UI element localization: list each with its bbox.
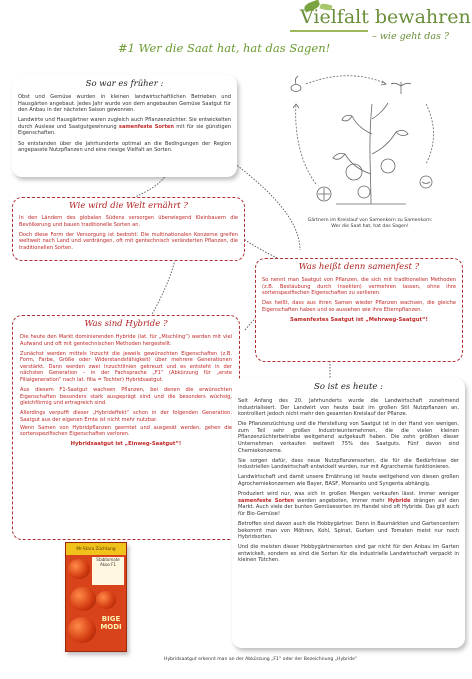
paragraph: Allerdings verpufft dieser „Hybrideffekt“ schon in der folgenden Generation. Saatgut aus der eigenen Ernte ist nicht mehr nutzbar. [20,410,232,424]
paragraph: Zunächst werden mittels Inzucht die jeweils gewünschten Eigenschaften (z.B. Form, Farbe, Größe oder Widerstandsfähigkeit) über mehrere Generationen verstärkt. Dann werden zwei Inzuchtlinien gekreuzt und es entsteht in der nächsten Generation – in der Fachsprache „F1“ (Abkürzung für „erste Filialgeneration“ nach lat. filia = Tochter) Hybridsaatgut. [20,350,232,384]
paragraph: In den Ländern des globalen Südens versorgen überwiegend Kleinbauern die Bevölkerung und bauen traditionelle Sorten an. [19,215,238,228]
brand-title: Vielfalt bewahren [300,6,471,28]
paragraph [18,117,231,137]
caption-line: Gärtnern im Kreislauf von Samenkorn zu Samenkorn: [307,218,433,223]
box-title: So ist es heute : [314,382,383,392]
illustration-caption [275,218,465,230]
packet-label: Stabtomate Akoo F1 [92,557,124,585]
paragraph: Aus diesem F1-Saatgut wachsen Pflanzen, bei denen die erwünschten Eigenschaften besonders stark ausgeprägt sind und die besonders wüchsig, gleichförmig und ertragreich sind. [20,387,232,407]
paragraph: Die heute den Markt dominierenden Hybride (lat. für „Mischling“) werden mit viel Aufwand und oft mit gentechnischen Methoden hergestellt. [20,334,232,347]
paragraph: So entstanden über die Jahrhunderte optimal an die Bedingungen der Region angepasste Nutzpflanzen und eine riesige Vielfalt an Sorten. [18,140,231,154]
paragraph: Betroffen sind davon auch die Hobbygärtner. Denn in Baumärkten und Gartencentern bekommt man von Möhren, Kohl, Spinat, Gurken und Tomaten meist nur noch Hybridsorten. [238,521,459,541]
paragraph [238,491,459,517]
box-was-sind-hybride [12,315,240,540]
paragraph: Doch diese Form der Versorgung ist bedroht: Die multinationalen Konzerne greifen weltweit nach Land und verdrängen, oft mit gentechnisch veränderten Pflanzen, die traditionellen Sorten. [19,231,238,251]
tomato-icon [96,591,116,609]
tomato-icon [70,587,96,611]
packet-brand-word: BIGE MODI [100,615,122,631]
paragraph-text: drängen auf den Markt. Auch viele der bunten Gemüsesorten im Handel sind oft Hybride. Das gilt auch für Bio-Gemüse! [238,497,459,517]
box-title: Was heißt denn samenfest ? [298,262,420,272]
paragraph: Sie sorgen dafür, dass neue Nutzpflanzensorten, die für die Bedürfnisse der industriellen Landwirtschaft entwickelt wurden, nur mit Agrarchemie funktionieren. [238,457,459,471]
paragraph-text: mit für sie günstigen Eigenschaften. [18,123,232,137]
paragraph: So nennt man Saatgut von Pflanzen, die sich mit traditionellen Methoden (z.B. Bestäubung durch Insekten) vermehren lassen, ohne ihre sortenspezifischen Eigenschaften zu verlieren. [262,277,456,297]
highlight-samenfeste-sorten: samenfeste Sorten [238,497,294,504]
paragraph: Die Pflanzenzüchtung und die Herstellung von Saatgut ist in der Hand von wenigen, zum Teil sehr großen Industrieunternehmen, die die vielen kleinen Pflanzenzüchterbetriebe weitgehend aufgekauft haben. Die zehn größten dieser Unternehmen verkaufen weltweit 75% des Saatguts. Fünf davon sind Chemiekonzerne. [238,421,459,454]
paragraph: Das heißt, dass aus ihren Samen wieder Pflanzen wachsen, die gleiche Eigenschaften haben und so aussehen wie ihre Elternpflanzen. [262,300,456,313]
paragraph-text: Produziert wird nur, was sich in großen Mengen verkaufen lässt. Immer weniger [238,491,459,498]
paragraph: Wenn Samen von Hybridpflanzen geerntet und ausgesät werden, gehen die sortenspezifischen Eigenschaften verloren. [20,424,232,438]
seed-cycle-illustration [276,64,462,214]
box-title: Wie wird die Welt ernährt ? [69,201,188,211]
hybride-summary: Hybridsaatgut ist „Einweg-Saatgut“! [70,441,182,448]
box-title: So war es früher : [85,79,164,89]
highlight-samenfeste-sorten: samenfeste Sorten [118,123,174,130]
packet-header-band [66,543,126,555]
box-was-heisst-samenfest [255,258,463,362]
box-wie-wird-die-welt-ernaehrt [12,197,245,261]
paragraph: Obst und Gemüse wurden in kleinen landwirtschaftlichen Betrieben und Hausgärten angebaut. Jedes Jahr wurde von dem angebauten Gemüse Saatgut für den Anbau in der nächsten Saison gewonnen. [18,94,231,114]
paragraph: Und die meisten dieser Hobbygärtnersorten sind gar nicht für den Anbau im Garten entwickelt, sondern es sind die Sorten für die industrielle Landwirtschaft verpackt in kleinen Tütchen. [238,544,459,564]
caption-line: Wer die Saat hat, hat das Sagen! [331,224,409,229]
page-headline: #1 Wer die Saat hat, hat das Sagen! [118,41,331,55]
connector-welt-hybride [150,260,175,318]
box-so-ist-es-heute [232,378,465,648]
packet-brand: Mr-Stara Züchtung [76,546,116,551]
paragraph-text: werden angeboten, immer mehr [293,497,388,504]
tomato-icon [68,559,90,579]
tomato-icon [68,617,96,643]
box-title: Was sind Hybride ? [84,319,168,329]
paragraph: Landwirtschaft und damit unsere Ernährung ist heute weitgehend von diesen großen Agrochemiekonzernen wie Bayer, BASF, Monsanto und Syngenta abhängig. [238,474,459,488]
brand-subtitle: – wie geht das ? [372,31,449,42]
box-so-war-es-frueher [12,75,237,177]
highlight-hybride: Hybride [387,497,411,504]
packet-caption: Hybridsaatgut erkennt man an der Abkürzung „F1“ oder der Bezeichnung „Hybride“ [164,657,358,662]
paragraph: Seit Anfang des 20. Jahrhunderts wurde die Landwirtschaft zunehmend industrialisiert. Der Landwirt von heute baut im großen Stil Nutzpflanzen an, kontrolliert jedoch nicht mehr den gesamten Kreislauf der Pflanze. [238,398,459,418]
seed-packet-image [65,542,127,652]
samenfest-summary: Samenfestes Saatgut ist „Mehrweg-Saatgut“! [290,316,428,323]
paragraph-text: Landwirte und Hausgärtner waren zugleich auch Pflanzenzüchter. Sie entwickelten durch Auslese und Saatgutgewinnung [18,117,231,130]
